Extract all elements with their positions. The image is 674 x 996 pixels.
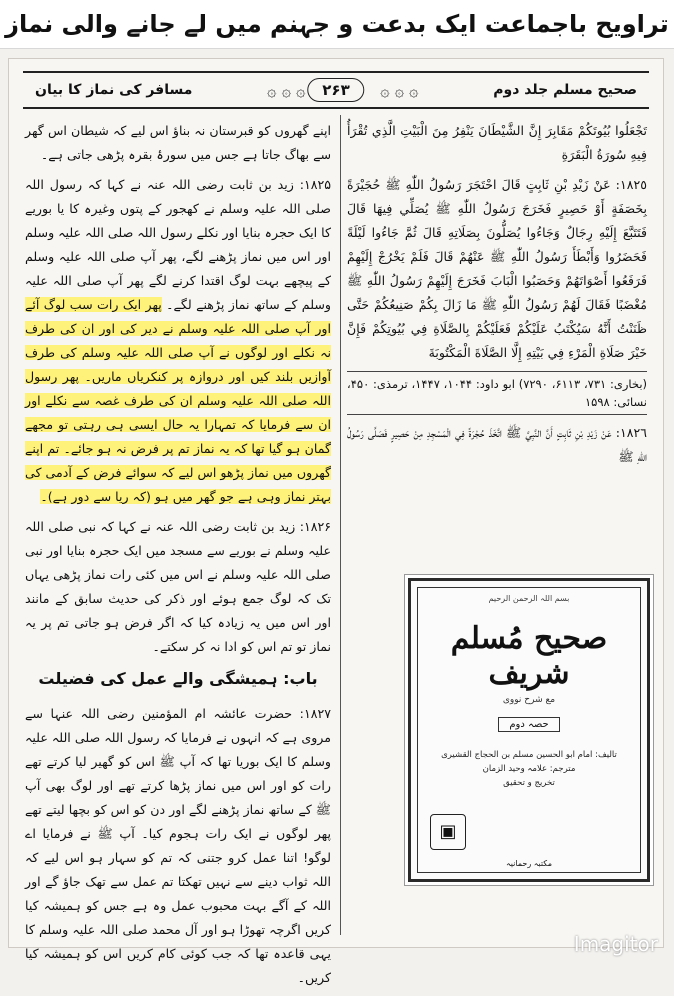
arabic-text: تَجْعَلُوا بُيُوتَكُمْ مَقَابِرَ إِنَّ الشَّيْطَانَ يَنْفِرُ مِنَ الْبَيْتِ الَّذِي تُقْرَأُ فِيهِ سُورَةُ الْبَقَرَةِ <box>347 123 647 162</box>
banner-title: تراویح باجماعت ایک بدعت و جہنم میں لے جانے والی نماز <box>5 10 669 38</box>
cover-subtitle: مع شرح نووی <box>502 695 556 705</box>
column-divider <box>340 115 341 935</box>
cover-meta <box>418 748 640 790</box>
arabic-column <box>347 119 647 475</box>
ornament-icon: ۞ ۞ ۞ <box>380 80 419 100</box>
page-number: ۲۶۳ <box>307 78 364 102</box>
urdu-column <box>25 119 331 996</box>
reference: ابو داود: ۱۰۴۴، ۱۴۴۷، ترمذی: ۴۵۰، نسائی: ۱۵۹۸ <box>347 377 647 409</box>
urdu-hadith-1826: ۱۸۲۶: زید بن ثابت رضی اللہ عنہ نے کہا کہ نبی صلی اللہ علیہ وسلم نے بوریے سے مسجد میں ایک حجرہ بنایا اور نبی صلی اللہ علیہ وسلم نے اس میں کئی رات نماز پڑھی یہاں تک کہ لوگ جمع ہوئے اور ذکر کی حدیث سابق کے مانند اور اس میں یہ زیادہ کیا کہ اگر فرض ہو جاتی تم پر یہ نماز تو تم اس کو ادا نہ کر سکتے۔ <box>25 519 331 654</box>
urdu-paragraph: اپنے گھروں کو قبرستان نہ بناؤ اس لیے کہ شیطان اس گھر سے بھاگ جاتا ہے جس میں سورۂ بقرہ پڑھی جاتی ہے۔ <box>25 123 331 162</box>
cover-publisher: مکتبہ رحمانیہ <box>506 859 552 868</box>
urdu-hadith-1825 <box>25 173 331 509</box>
cover-translator: مترجم: علامہ وحید الزمان <box>482 764 576 774</box>
title-banner <box>0 0 674 49</box>
reference: (بخاری: ۷۳۱، ۶۱۱۳، ۷۲۹۰) <box>518 377 648 391</box>
publisher-logo-icon: ▣ <box>430 814 466 850</box>
page-header <box>23 71 649 109</box>
cover-author: تالیف: امام ابو الحسین مسلم بن الحجاج القشیری <box>441 750 617 760</box>
book-cover-image <box>408 578 650 882</box>
arabic-hadith-1826: ١٨٢٦: عَنْ زَيْدِ بْنِ ثَابِتٍ أَنَّ النَّبِيَّ ﷺ اتَّخَذَ حُجْرَةً فِي الْمَسْجِدِ مِنْ حَصِيرٍ فَصَلَّى رَسُولُ اللّٰهِ ﷺ <box>347 425 647 464</box>
cover-title: صحیح مُسلم شریف <box>450 621 608 691</box>
watermark: Imagitor <box>573 932 658 956</box>
urdu-text: ۱۸۲۵: زید بن ثابت رضی اللہ عنہ نے کہا کہ رسول اللہ صلی اللہ علیہ وسلم نے کھجور کے پتوں وغیرہ کا یا بوریے کا ایک حجرہ بنایا اور نکلے رسول اللہ صلی اللہ علیہ وسلم اور اس میں نماز پڑھنے لگے، پھر آپ صلی اللہ علیہ وسلم کے پیچھے بہت لوگ اقتدا کرنے لگے پھر آپ صلی اللہ علیہ وسلم کے ساتھ نماز پڑھنے لگے۔ <box>24 177 331 312</box>
ornament-icon: ۞ ۞ ۞ <box>267 80 306 100</box>
chapter-heading: باب: ہمیشگی والے عمل کی فضیلت <box>38 669 318 688</box>
cover-top-text: بسم اللہ الرحمن الرحیم <box>488 594 570 603</box>
cover-frame <box>417 587 641 873</box>
cover-volume: حصہ دوم <box>498 717 559 732</box>
cover-editors: تخریج و تحقیق <box>503 778 555 788</box>
header-chapter: مسافر کی نماز کا بیان <box>35 82 193 98</box>
arabic-hadith-1825: ١٨٢٥: عَنْ زَيْدِ بْنِ ثَابِتٍ قَالَ احْتَجَرَ رَسُولُ اللّٰهِ ﷺ حُجَيْرَةً بِخَصَفَةٍ أَوْ حَصِيرٍ فَخَرَجَ رَسُولُ اللّٰهِ ﷺ يُصَلِّي فِيهَا قَالَ فَتَتَبَّعَ إِلَيْهِ رِجَالٌ وَجَاءُوا يُصَلُّونَ بِصَلَاتِهِ قَالَ ثُمَّ جَاءُوا لَيْلَةً فَحَضَرُوا وَأَبْطَأَ رَسُولُ اللّٰهِ ﷺ عَنْهُمْ قَالَ فَلَمْ يَخْرُجْ إِلَيْهِمْ فَرَفَعُوا أَصْوَاتَهُمْ وَحَصَبُوا الْبَابَ فَخَرَجَ إِلَيْهِمْ رَسُولُ اللّٰهِ ﷺ مُغْضَبًا فَقَالَ لَهُمْ رَسُولُ اللّٰهِ ﷺ مَا زَالَ بِكُمْ صَنِيعُكُمْ حَتَّى ظَنَنْتُ أَنَّهُ سَيُكْتَبُ عَلَيْكُمْ فَعَلَيْكُمْ بِالصَّلَاةِ فِي بُيُوتِكُمْ فَإِنَّ خَيْرَ صَلَاةِ الْمَرْءِ فِي بَيْتِهِ إِلَّا الصَّلَاةَ الْمَكْتُوبَةَ <box>347 177 647 360</box>
reference-line <box>347 371 647 415</box>
urdu-hadith-1827: ۱۸۲۷: حضرت عائشہ ام المؤمنین رضی اللہ عنہا سے مروی ہے کہ انہوں نے فرمایا کہ رسول اللہ صلی اللہ علیہ وسلم کا ایک بوریا تھا کہ آپ ﷺ اس کو گھیر لیا کرتے تھے رات کو اور اس میں نماز پڑھا کرتے تھے اور لوگ بھی آپ ﷺ کے ساتھ نماز پڑھنے لگے اور دن کو اس کو بچھا لیتے تھے پھر لوگوں نے ایک رات ہجوم کیا۔ آپ ﷺ نے فرمایا اے لوگو! اتنا عمل کرو جتنی کہ تم کو سہار ہو اس لیے کہ اللہ ثواب دینے سے نہیں تھکتا تم عمل سے تھک جاؤ گے اور اللہ کے آگے بہت محبوب عمل وہ ہے جس کو ہمیشہ کیا کریں اگرچہ تھوڑا ہو اور آل محمد صلی اللہ علیہ وسلم کا یہی قاعدہ تھا کہ جب کوئی کام کریں اس کو ہمیشہ کیا کریں۔ <box>25 706 331 985</box>
highlighted-text: پھر ایک رات سب لوگ آئے اور آپ صلی اللہ علیہ وسلم نے دیر کی اور ان کی طرف نہ نکلے اور لوگوں نے آپ صلی اللہ علیہ وسلم کی طرف آوازیں بلند کیں اور دروازہ پر کنکریاں ماریں۔ پھر رسول اللہ صلی اللہ علیہ وسلم ان کی طرف غصہ سے نکلے اور ان سے فرمایا کہ تمہارا یہ حال ایسی ہی رہتی تو مجھے گمان ہو گیا تھا کہ یہ نماز تم پر فرض نہ ہو جائے۔ تم اپنے گھروں میں نماز پڑھو اس لیے کہ سوائے فرض کے آدمی کی بہتر نماز وہی ہے جو گھر میں ہو (کہ ریا سے دور ہے)۔ <box>25 297 331 504</box>
header-book-title: صحیح مسلم جلد دوم <box>493 82 637 98</box>
